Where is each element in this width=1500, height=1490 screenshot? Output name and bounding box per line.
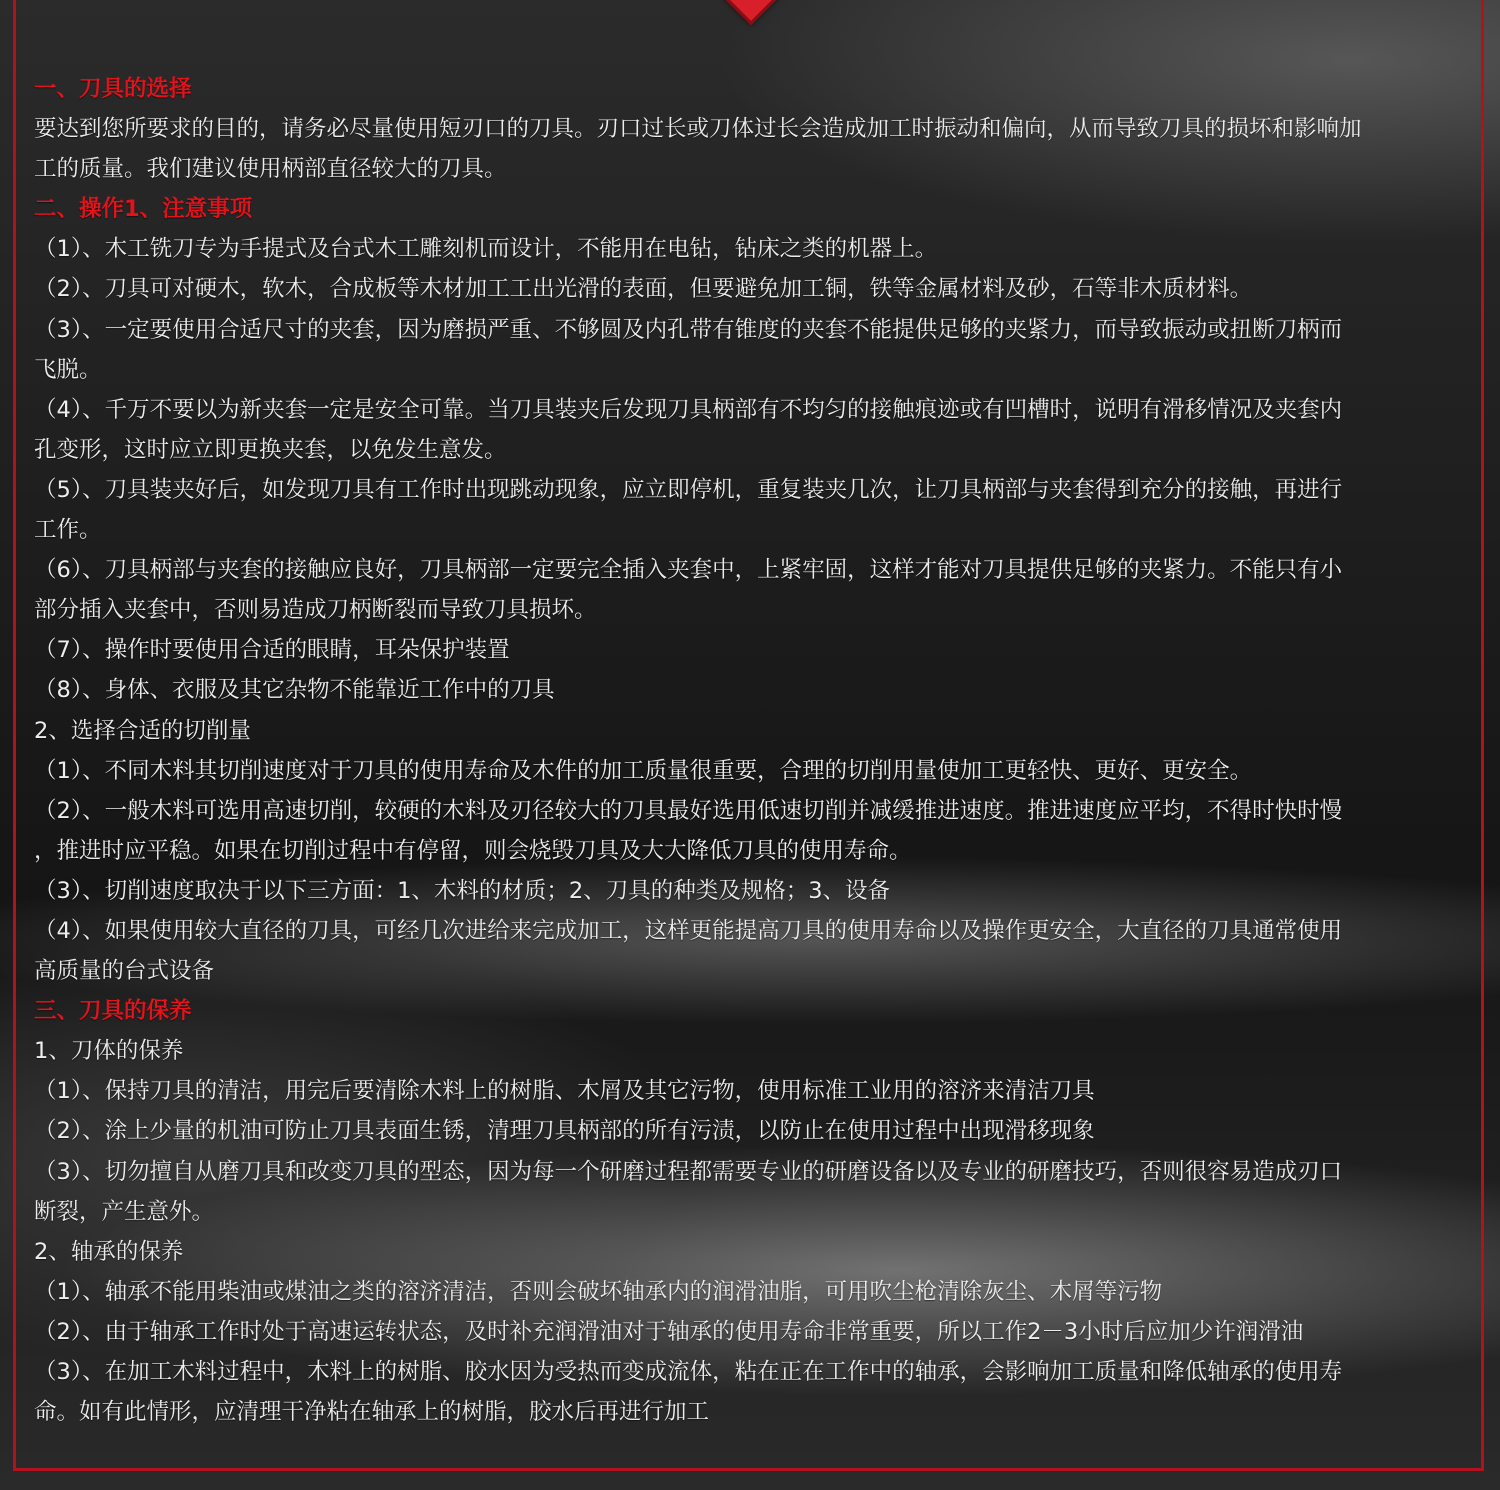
text-line: （3）、切削速度取决于以下三方面：1、木料的材质；2、刀具的种类及规格；3、设备 (34, 877, 891, 904)
text-line: 1、刀体的保养 (34, 1038, 184, 1065)
section-heading: 二、操作1、注意事项 (34, 196, 253, 223)
text-line: （2）、涂上少量的机油可防止刀具表面生锈，清理刀具柄部的所有污渍，以防止在使用过程中出现滑移现象 (34, 1118, 1095, 1145)
text-line: 工作。 (34, 517, 102, 544)
text-line: （2）、由于轴承工作时处于高速运转状态，及时补充润滑油对于轴承的使用寿命非常重要，所以工作2－3小时后应加少许润滑油 (34, 1318, 1304, 1345)
text-line: 工的质量。我们建议使用柄部直径较大的刀具。 (34, 156, 507, 183)
text-line: （3）、切勿擅自从磨刀具和改变刀具的型态，因为每一个研磨过程都需要专业的研磨设备以及专业的研磨技巧，否则很容易造成刃口 (34, 1158, 1343, 1185)
text-line: （7）、操作时要使用合适的眼睛，耳朵保护装置 (34, 637, 510, 664)
text-line: ，推进时应平稳。如果在切削过程中有停留，则会烧毁刀具及大大降低刀具的使用寿命。 (34, 837, 912, 864)
text-line: （5）、刀具装夹好后，如发现刀具有工作时出现跳动现象，应立即停机，重复装夹几次，让刀具柄部与夹套得到充分的接触，再进行 (34, 476, 1343, 503)
text-line: （1）、保持刀具的清洁，用完后要清除木料上的树脂、木屑及其它污物，使用标准工业用的溶济来清洁刀具 (34, 1078, 1095, 1105)
text-line: （4）、千万不要以为新夹套一定是安全可靠。当刀具装夹后发现刀具柄部有不均匀的接触痕迹或有凹槽时，说明有滑移情况及夹套内 (34, 396, 1343, 423)
text-line: 2、选择合适的切削量 (34, 717, 251, 744)
text-line: （1）、不同木料其切削速度对于刀具的使用寿命及木件的加工质量很重要，合理的切削用量使加工更轻快、更好、更安全。 (34, 757, 1253, 784)
text-line: 2、轴承的保养 (34, 1238, 184, 1265)
text-line: （2）、一般木料可选用高速切削，较硬的木料及刃径较大的刀具最好选用低速切削并减缓推进速度。推进速度应平均，不得时快时慢 (34, 797, 1343, 824)
text-line: （1）、轴承不能用柴油或煤油之类的溶济清洁，否则会破坏轴承内的润滑油脂，可用吹尘枪清除灰尘、木屑等污物 (34, 1278, 1163, 1305)
text-line: 断裂，产生意外。 (34, 1198, 215, 1225)
text-line: （8）、身体、衣服及其它杂物不能靠近工作中的刀具 (34, 677, 555, 704)
section-heading: 一、刀具的选择 (34, 76, 192, 102)
text-line: （3）、一定要使用合适尺寸的夹套，因为磨损严重、不够圆及内孔带有锥度的夹套不能提供足够的夹紧力，而导致振动或扭断刀柄而 (34, 316, 1343, 343)
section-heading: 三、刀具的保养 (34, 998, 192, 1025)
text-line: （6）、刀具柄部与夹套的接触应良好，刀具柄部一定要完全插入夹套中，上紧牢固，这样才能对刀具提供足够的夹紧力。不能只有小 (34, 557, 1343, 584)
text-line: （4）、如果使用较大直径的刀具，可经几次进给来完成加工，这样更能提高刀具的使用寿命以及操作更安全，大直径的刀具通常使用 (34, 917, 1343, 944)
text-line: 命。如有此情形，应清理干净粘在轴承上的树脂，胶水后再进行加工 (34, 1399, 710, 1426)
text-line: （1）、木工铣刀专为手提式及台式木工雕刻机而设计，不能用在电钻，钻床之类的机器上。 (34, 236, 938, 263)
text-line: （2）、刀具可对硬木，软木，合成板等木材加工工出光滑的表面，但要避免加工铜，铁等金属材料及砂，石等非木质材料。 (34, 276, 1253, 303)
text-line: 要达到您所要求的目的，请务必尽量使用短刃口的刀具。刃口过长或刀体过长会造成加工时振动和偏向，从而导致刀具的损坏和影响加 (34, 116, 1362, 143)
text-line: （3）、在加工木料过程中，木料上的树脂、胶水因为受热而变成流体，粘在正在工作中的轴承，会影响加工质量和降低轴承的使用寿 (34, 1359, 1343, 1385)
instructions-text-block (34, 69, 1454, 1432)
text-line: 孔变形，这时应立即更换夹套，以免发生意发。 (34, 436, 507, 463)
text-line: 高质量的台式设备 (34, 958, 215, 985)
text-line: 部分插入夹套中，否则易造成刀柄断裂而导致刀具损坏。 (34, 597, 597, 624)
text-line: 飞脱。 (34, 356, 102, 383)
